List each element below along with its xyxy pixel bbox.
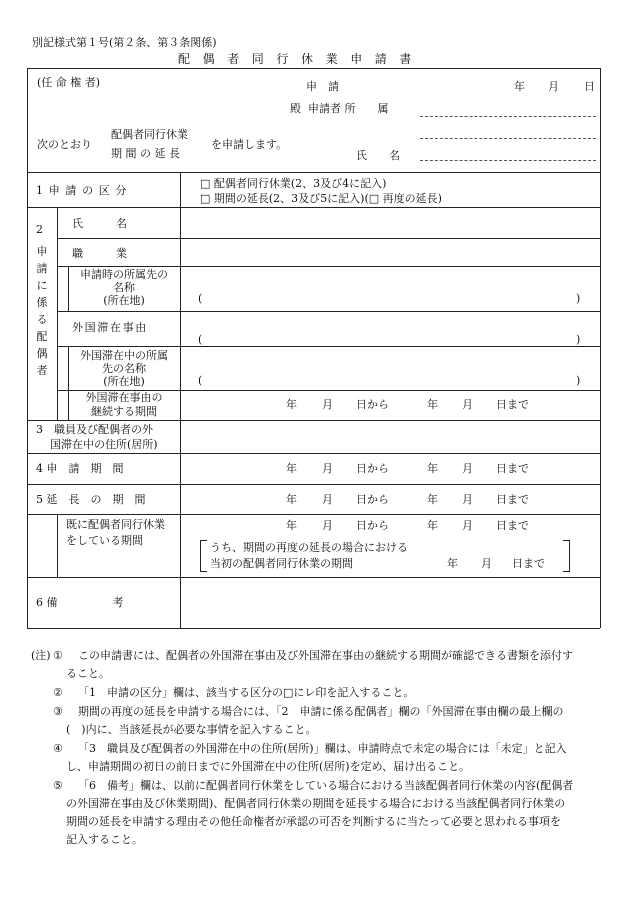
intro-option-leave: 配偶者同行休業 <box>111 128 188 141</box>
intro-option-extension: 期 間 の 延 長 <box>111 147 180 160</box>
application-label: 申 請 <box>306 80 339 93</box>
notes-prefix: (注) <box>31 649 51 662</box>
note-1-line-1: この申請書には、配偶者の外国滞在事由及び外国滞在事由の継続する期間が確認できる書類を添付す <box>78 649 573 662</box>
note-5-line-1: 「6 備考」欄は、以前に配偶者同行休業をしている場合における当該配偶者同行休業の内容(配偶者 <box>78 779 574 792</box>
spouse-job-label: 職 業 <box>72 247 127 260</box>
inner-period-label-1: うち、期間の再度の延長の場合における <box>210 541 408 554</box>
applicant-name-label: 氏 名 <box>356 149 400 162</box>
sec5-label: 5 延 長 の 期 間 <box>36 493 146 506</box>
spouse-dept-label: 申請時の所属先の 名称 (所在地) <box>80 268 168 307</box>
abroad-period-label: 外国滞在事由の 継続する期間 <box>85 391 163 418</box>
sec6-label: 6 備 考 <box>36 596 124 609</box>
intro-prefix: 次のとおり <box>37 138 92 151</box>
page-title: 配偶者同行休業申請書 <box>178 52 425 66</box>
note-5-line-4: 記入すること。 <box>66 833 143 846</box>
abroad-reason-label: 外国滞在事由 <box>72 321 148 334</box>
intro-suffix: を申請します。 <box>211 138 288 151</box>
sec2-number: 2 <box>36 223 43 236</box>
form-label: 別記様式第１号(第２条、第３条関係) <box>32 36 217 49</box>
appointer-label: (任 命 権 者) <box>37 76 101 89</box>
date-day: 日 <box>584 80 595 93</box>
note-4-line-1: 「3 職員及び配偶者の外国滞在中の住所(居所)」欄は、申請時点で未定の場合には「未定」と記入 <box>78 742 567 755</box>
note-1-line-2: ること。 <box>66 667 110 680</box>
date-year: 年 <box>514 80 525 93</box>
sec1-option-leave[interactable]: □ 配偶者同行休業(2、3及び4に記入) <box>200 177 387 190</box>
dono: 殿 <box>290 102 301 115</box>
sec2-vertical-label: 申 請 に 係 る 配 偶 者 <box>36 245 48 377</box>
name-input-line[interactable] <box>420 160 596 161</box>
note-4-line-2: し、申請期間の初日の前日までに外国滞在中の住所(居所)を定め、届け出ること。 <box>66 760 471 773</box>
note-5-line-3: 期間の延長を申請する理由その他任命権者が承認の可否を判断するに当たって必要と思われる事項を <box>66 815 561 828</box>
sec1-option-extension[interactable]: □ 期間の延長(2、3及び5に記入)(□ 再度の延長) <box>200 192 442 205</box>
applicant-dept-label: 申請者 所 属 <box>308 102 389 115</box>
inner-bracket-right <box>563 540 570 572</box>
spouse-name-label: 氏 名 <box>72 217 127 230</box>
abroad-dept-label: 外国滞在中の所属 先の名称 (所在地) <box>80 349 168 388</box>
prev-leave-label: 既に配偶者同行休業 をしている期間 <box>66 518 165 547</box>
dept-input-line[interactable] <box>420 116 596 117</box>
sec1-label: 1 申 請 の 区 分 <box>36 184 128 197</box>
sec3-label: 3 職員及び配偶者の外 国滞在中の住所(居所) <box>36 423 158 451</box>
inner-bracket-left <box>200 540 207 572</box>
inner-period-label-2: 当初の配偶者同行休業の期間 <box>210 557 353 570</box>
note-2-line-1: 「1 申請の区分」欄は、該当する区分の□にレ印を記入すること。 <box>78 686 415 699</box>
note-3-line-1: 期間の再度の延長を申請する場合には、「2 申請に係る配偶者」欄の「外国滞在事由欄の最上欄の <box>78 705 564 718</box>
date-month: 月 <box>548 80 559 93</box>
sec4-label: 4 申 請 期 間 <box>36 462 124 475</box>
note-3-line-2: ( )内に、当該延長が必要な事情を記入すること。 <box>66 723 317 736</box>
note-5-line-2: の外国滞在事由及び休業期間)、配偶者同行休業の期間を延長する場合における当該配偶者同行休業の <box>66 797 566 810</box>
